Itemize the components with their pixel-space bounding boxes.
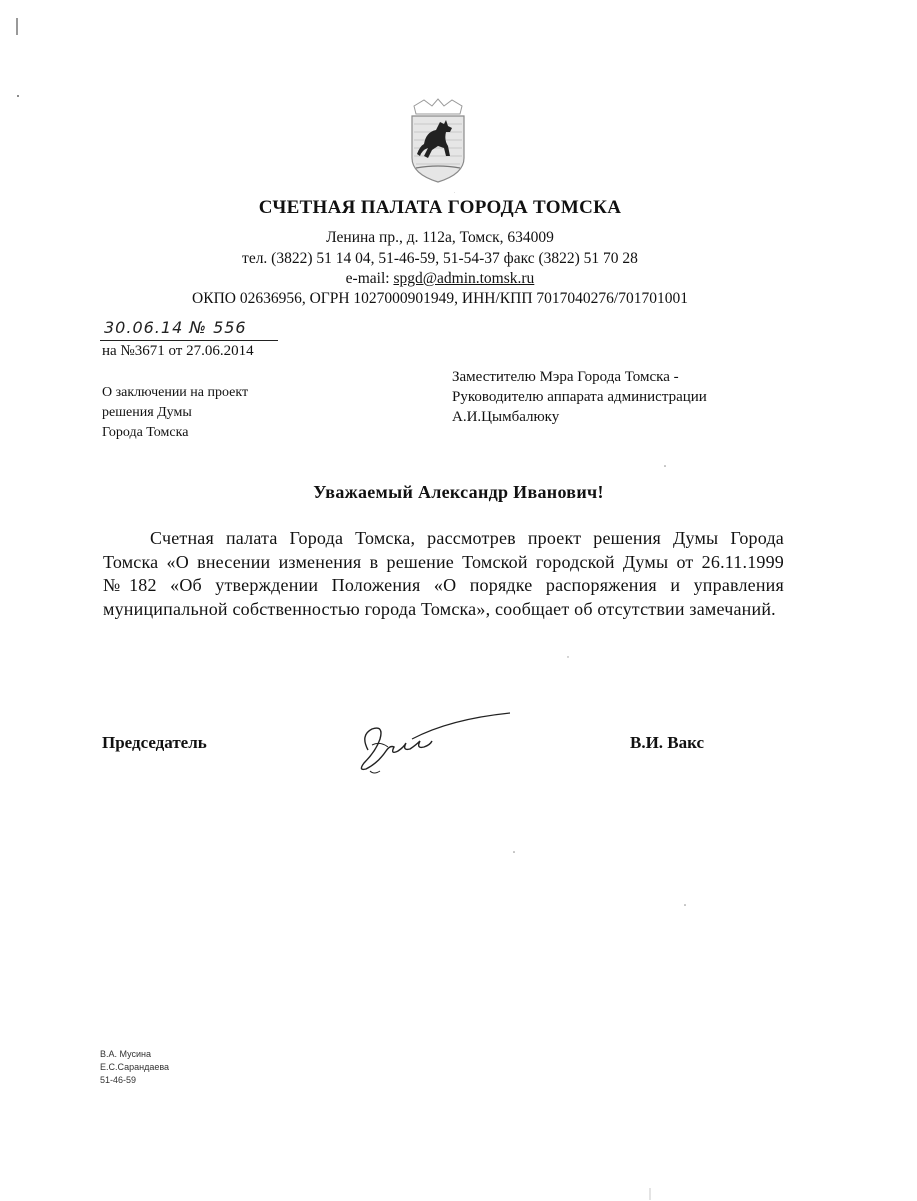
subject-line: Города Томска [102,425,189,440]
org-phones: тел. (3822) 51 14 04, 51-46-59, 51-54-37 факс (3822) 51 70 28 [242,250,638,267]
executor-phone: 51-46-59 [100,1075,137,1085]
org-registration: ОКПО 02636956, ОГРН 1027000901949, ИНН/КПП 7017040276/701701001 [192,290,688,307]
svg-text:.: . [454,190,456,195]
addressee [452,367,707,427]
reply-reference: на №3671 от 27.06.2014 [102,343,254,359]
letter-body: Счетная палата Города Томска, рассмотрев проект решения Думы Города Томска «О внесении изменения в решение Томской городской Думы от 26.11.1999 №182 «Об утверждении Положения «О порядке распоряжения и управления муниципальной собственностью города Томска», сообщает об отсутствии замечаний. [103,528,784,619]
addressee-line: Руководителю аппарата администрации [452,389,707,405]
addressee-line: А.И.Цымбалюку [452,409,560,425]
signatory-title: Председатель [102,733,207,752]
letter-subject [102,383,248,443]
executor-name: В.А. Мусина [100,1049,152,1059]
signatory-name: В.И. Вакс [630,733,705,752]
tomsk-coat-of-arms-icon [404,98,472,195]
executor-name: Е.С.Сарандаева [100,1062,170,1072]
subject-line: решения Думы [102,405,192,420]
email-label: e-mail: [345,270,394,287]
email-link[interactable]: spgd@admin.tomsk.ru [393,270,535,287]
handwritten-signature [350,705,520,780]
greeting: Уважаемый Александр Иванович! [313,482,604,502]
executors-block [100,1048,169,1087]
handwritten-outgoing-number: 30.06.14 № 556 [104,318,247,337]
subject-line: О заключении на проект [102,385,249,400]
outgoing-number-underline [100,340,278,341]
org-email-line [0,269,880,289]
org-address: Ленина пр., д. 112а, Томск, 634009 [326,229,554,246]
organization-name: СЧЕТНАЯ ПАЛАТА ГОРОДА ТОМСКА [258,197,622,218]
addressee-line: Заместителю Мэра Города Томска - [452,369,679,385]
